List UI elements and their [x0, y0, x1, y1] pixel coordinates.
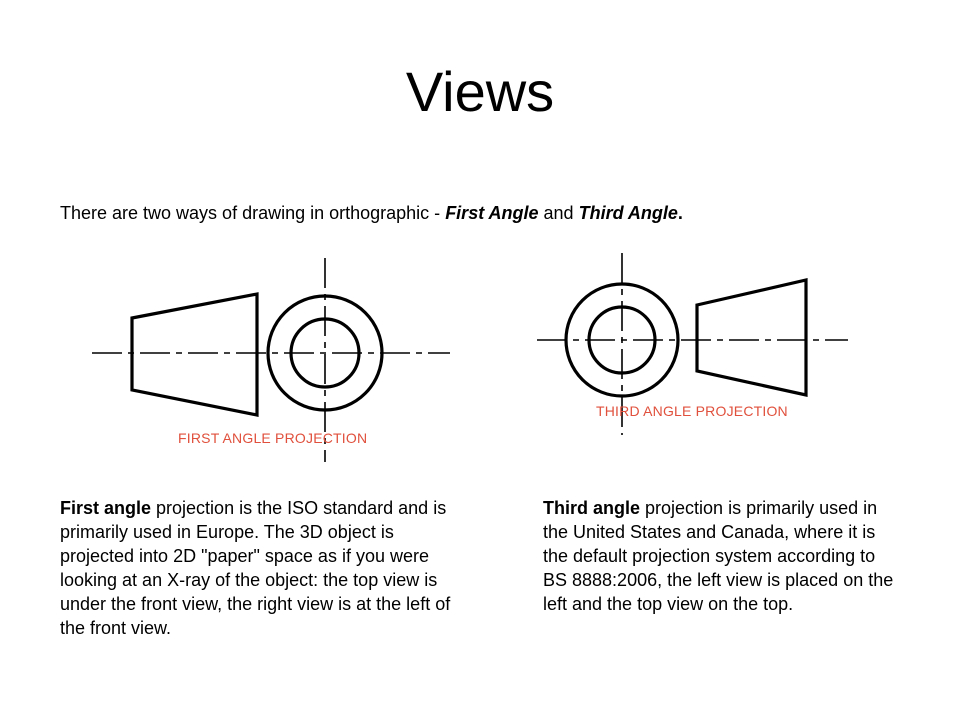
intro-first-angle-term: First Angle — [445, 203, 539, 223]
intro-end: . — [677, 203, 683, 223]
intro-third-angle-term: Third Angle — [578, 203, 678, 223]
intro-connector: and — [538, 203, 579, 223]
first-angle-label: FIRST ANGLE PROJECTION — [178, 430, 368, 446]
third-angle-diagram — [530, 245, 860, 445]
slide-title: Views — [405, 60, 555, 123]
third-angle-term: Third angle — [543, 498, 641, 518]
first-angle-frustum-side-view — [132, 294, 257, 415]
intro-text — [60, 200, 920, 226]
third-angle-label: THIRD ANGLE PROJECTION — [596, 403, 788, 419]
first-angle-description-text: projection is the ISO standard and is primarily used in Europe. The 3D object is projected into 2D "paper" space as if you were looking at an X-ray of the object: the top view is under the front view, the right view is at the left of the front view. — [60, 498, 451, 638]
third-angle-frustum-side-view — [697, 280, 806, 395]
first-angle-description — [60, 496, 470, 640]
first-angle-diagram — [80, 250, 460, 470]
third-angle-description — [543, 496, 903, 616]
intro-lead: There are two ways of drawing in orthographic - — [60, 203, 446, 223]
first-angle-term: First angle — [60, 498, 152, 518]
third-angle-description-text: projection is primarily used in the United States and Canada, where it is the default projection system according to BS 8888:2006, the left view is placed on the left and the top view on the top. — [543, 498, 894, 614]
